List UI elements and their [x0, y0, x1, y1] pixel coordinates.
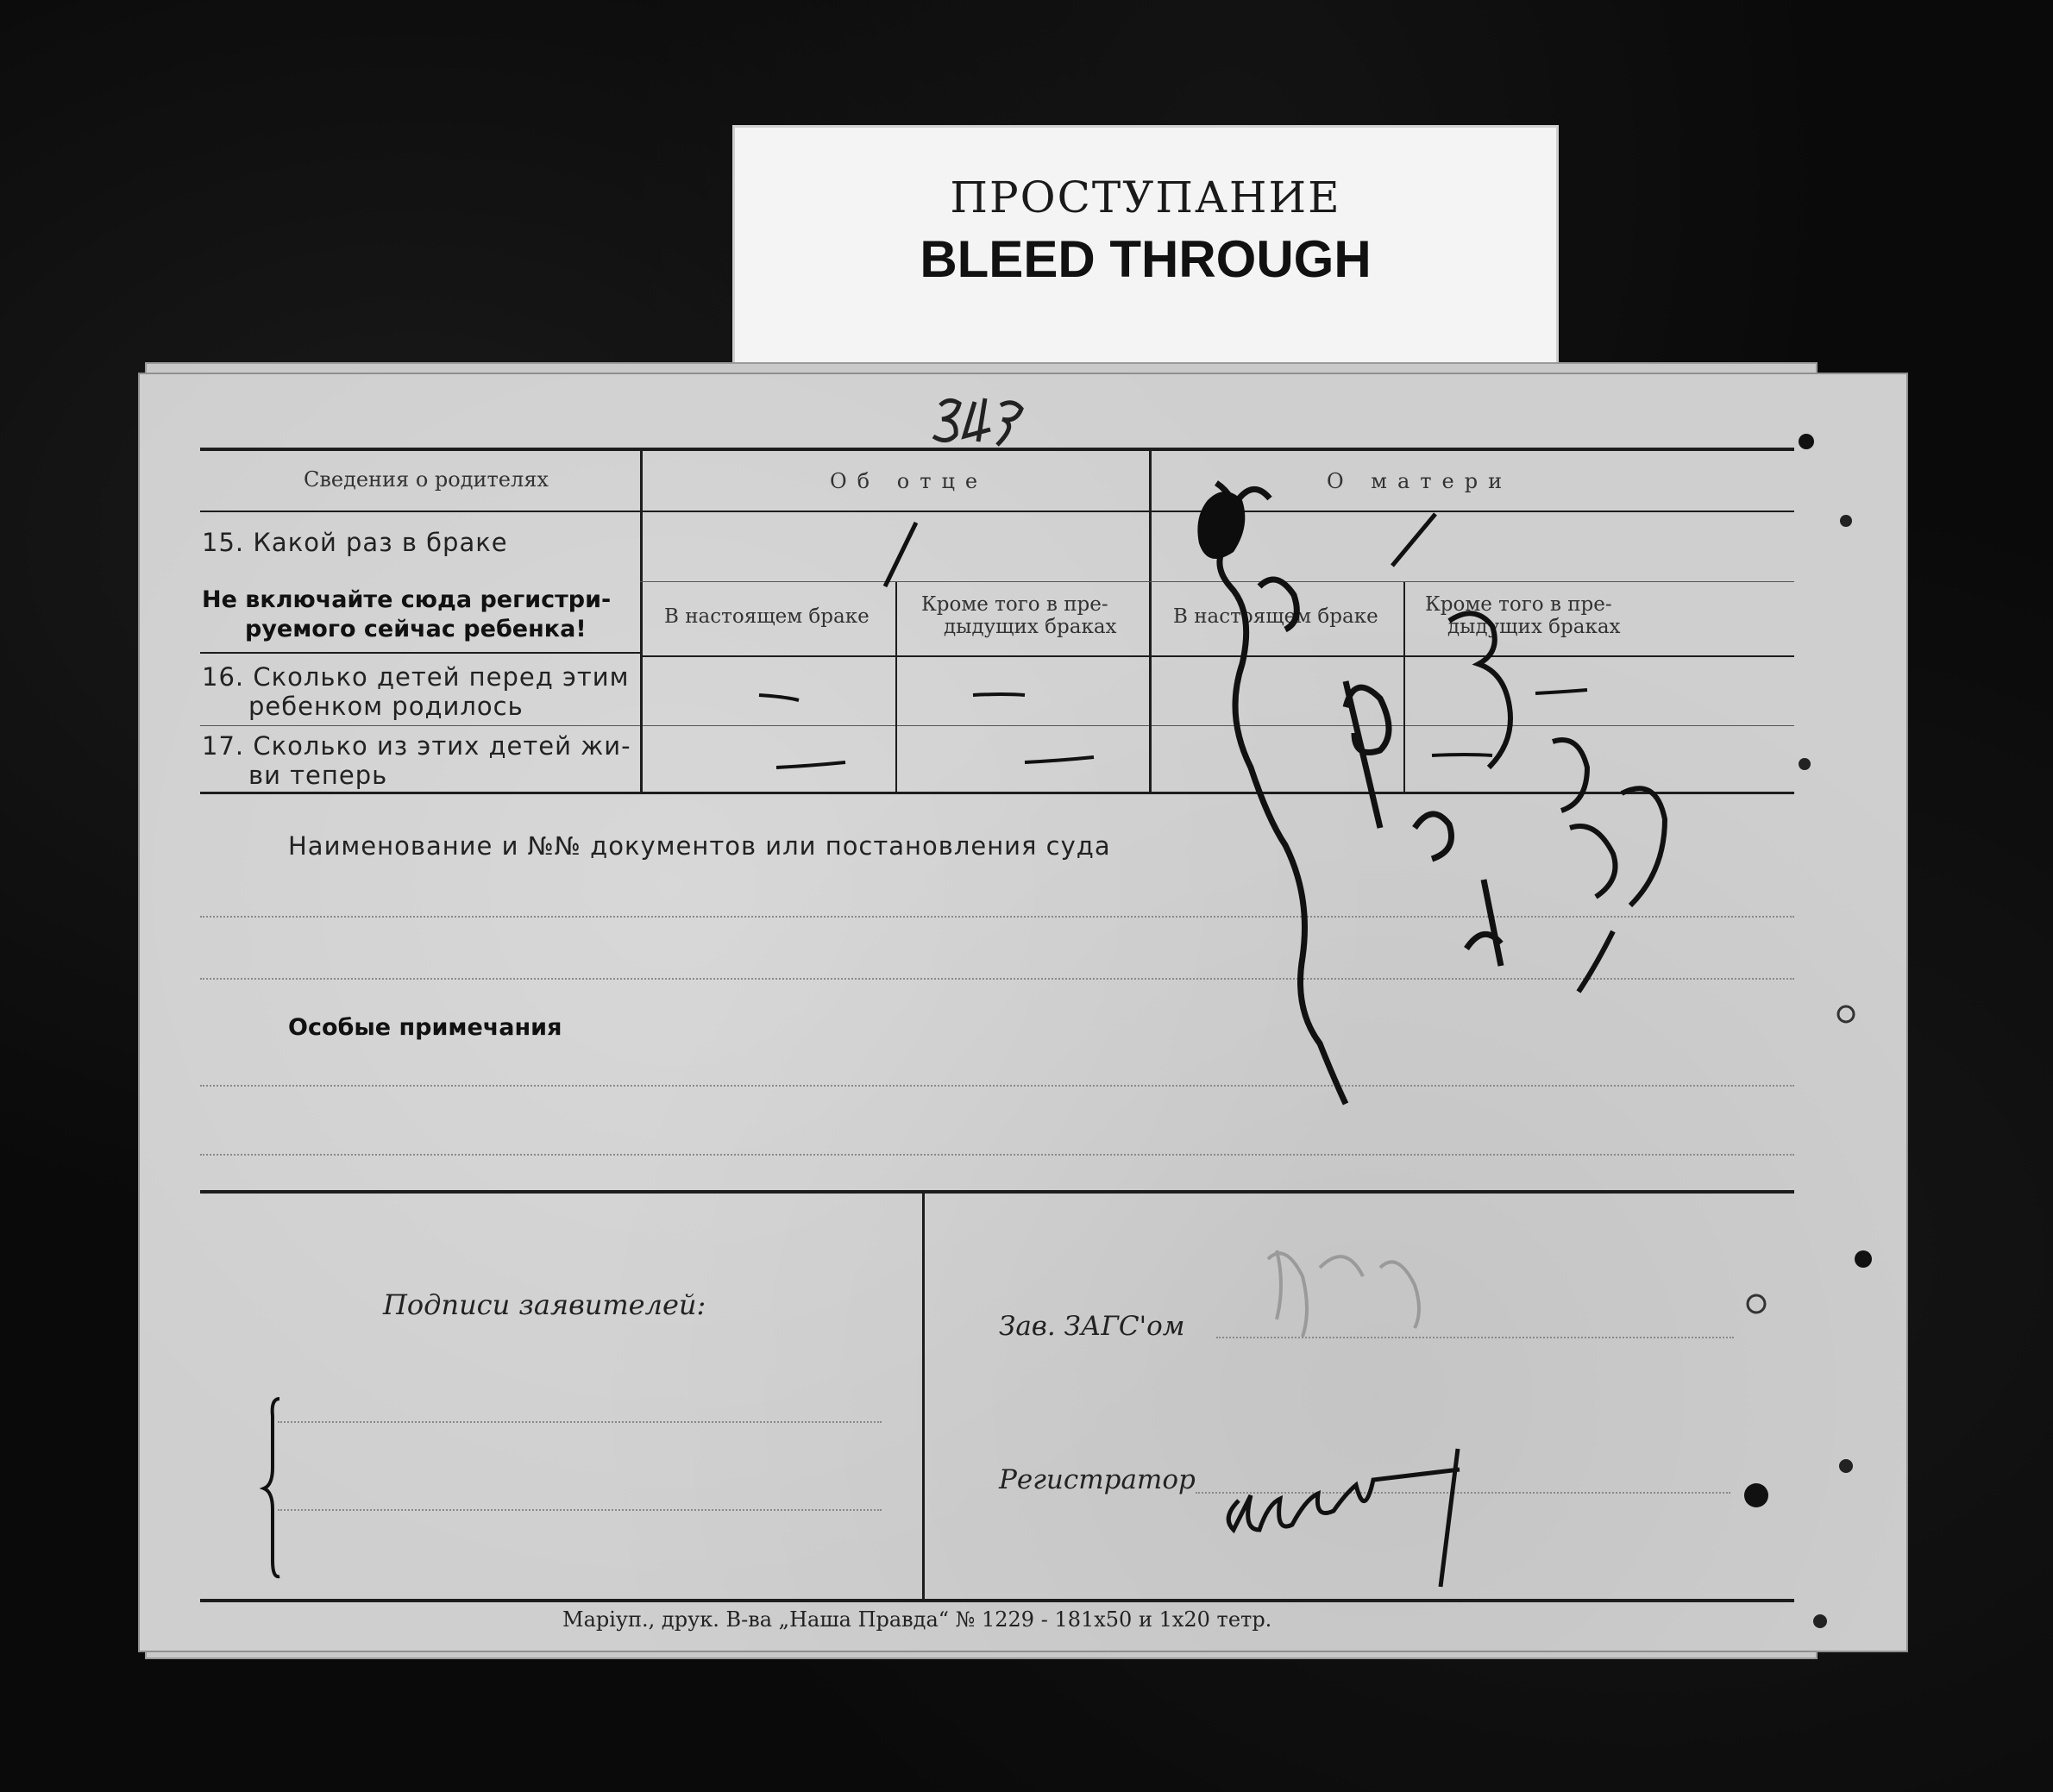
warning-bottom-rule — [200, 652, 640, 654]
row-17-line-2: ви теперь — [248, 761, 388, 790]
row16-bottom-rule — [200, 725, 1794, 726]
col-divider-1 — [640, 449, 643, 793]
documents-fill-line-1 — [200, 916, 1794, 918]
row-16-line-2: ребенком родилось — [248, 692, 524, 721]
label-english: BLEED THROUGH — [920, 230, 1372, 288]
remarks-fill-line-1 — [200, 1085, 1794, 1087]
registrar-label: Регистратор — [999, 1464, 1196, 1495]
warning-line-2: руемого сейчас ребенка! — [245, 616, 587, 642]
bleed-through-label-card — [735, 128, 1556, 386]
zags-head-label: Зав. ЗАГС'ом — [999, 1311, 1185, 1342]
signature-line-1 — [278, 1421, 882, 1423]
mother-current-marriage: В настоящем браке — [1173, 605, 1378, 628]
father-current-marriage: В настоящем браке — [664, 605, 870, 628]
signature-block-top-rule — [200, 1190, 1794, 1194]
documents-label: Наименование и №№ документов или постановления суда — [288, 831, 1111, 861]
registrar-line — [1196, 1492, 1730, 1494]
father-prev-line-1: Кроме того в пре- — [921, 593, 1108, 616]
signature-line-2 — [278, 1509, 882, 1511]
row-16-line-1: 16. Сколько детей перед этим — [202, 662, 630, 692]
father-sub-divider — [895, 581, 897, 793]
signature-block-bottom-rule — [200, 1599, 1794, 1602]
mother-prev-line-1: Кроме того в пре- — [1425, 593, 1612, 616]
remarks-label: Особые примечания — [288, 1014, 562, 1041]
subheader-top-rule — [640, 581, 1794, 582]
header-bottom-rule — [200, 511, 1794, 512]
mother-prev-line-2: дыдущих браках — [1447, 616, 1621, 638]
signature-block-divider — [922, 1192, 925, 1599]
father-prev-line-2: дыдущих браках — [944, 616, 1117, 638]
header-mother: О матери — [1327, 469, 1513, 493]
warning-line-1: Не включайте сюда регистри- — [202, 586, 612, 613]
header-father: Об отце — [830, 469, 989, 493]
printer-imprint: Маріуп., друк. В-ва „Наша Правда“ № 1229 - 181х50 и 1х20 тетр. — [562, 1607, 1272, 1632]
documents-fill-line-2 — [200, 978, 1794, 980]
row-15-label: 15. Какой раз в браке — [202, 528, 508, 557]
header-parents-info: Сведения о родителях — [304, 467, 549, 492]
subheader-bottom-rule — [640, 655, 1794, 657]
zags-head-line — [1216, 1337, 1734, 1338]
applicants-signatures-label: Подписи заявителей: — [383, 1288, 706, 1321]
row-17-line-1: 17. Сколько из этих детей жи- — [202, 731, 631, 761]
remarks-fill-line-2 — [200, 1154, 1794, 1156]
registration-form-sheet — [138, 373, 1908, 1652]
table-top-rule — [200, 448, 1794, 451]
table-bottom-rule — [200, 792, 1794, 794]
label-russian: ПРОСТУПАНИЕ — [950, 172, 1341, 222]
col-divider-2 — [1149, 449, 1152, 793]
mother-sub-divider — [1403, 581, 1405, 793]
